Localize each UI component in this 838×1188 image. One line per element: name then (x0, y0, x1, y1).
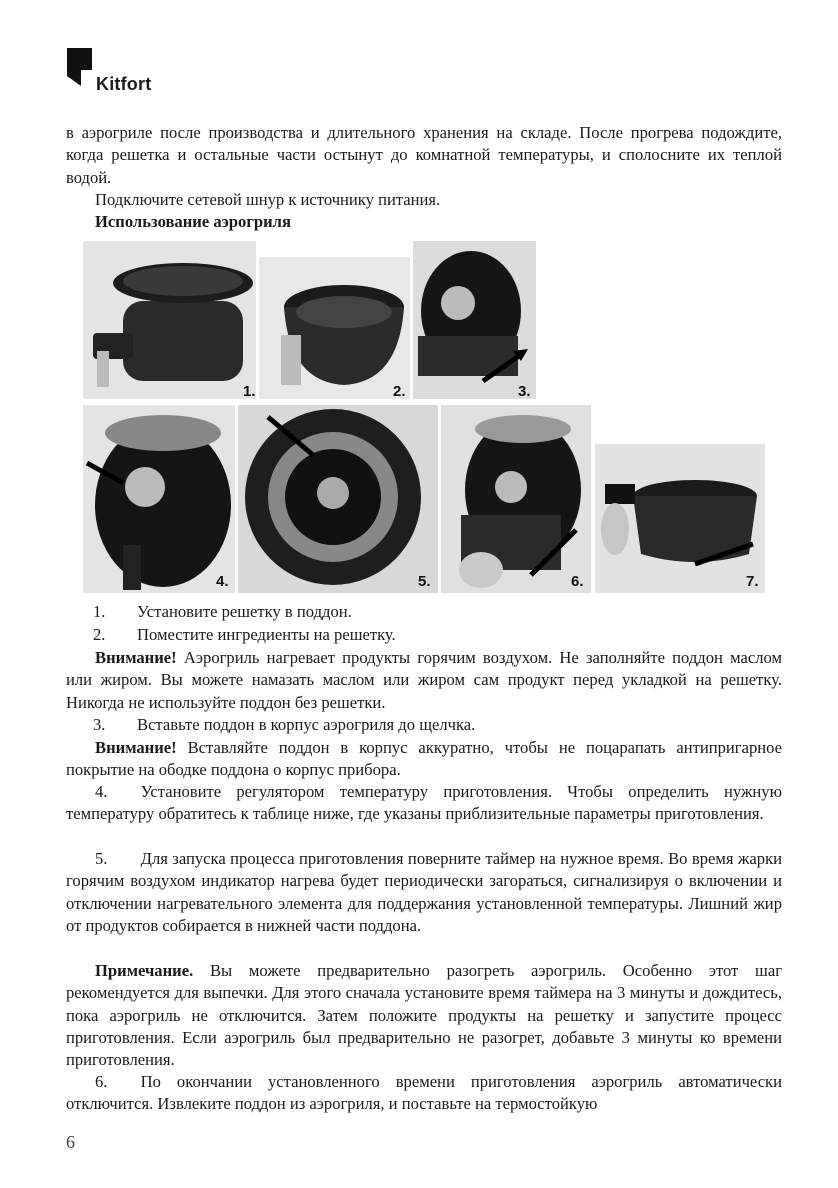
step-3-number: 3. (93, 715, 106, 734)
figure-7-photo (595, 444, 765, 593)
kitfort-logo (66, 46, 176, 94)
warning-2-label: Внимание! (95, 738, 177, 757)
shake-basket-icon (595, 444, 765, 593)
page-number: 6 (66, 1132, 75, 1152)
connect-paragraph: Подключите сетевой шнур к источнику питания. (95, 190, 441, 209)
airfryer-insert-basket-icon (413, 241, 536, 399)
figure-2-photo (259, 257, 410, 399)
warning-1-text: Аэрогриль нагревает продукты горячим воздухом. Не заполняйте поддон маслом или жиром. Вы можете намазать маслом или жиром сам продукт перед укладкой на решетку. Никогда не используйте поддон без решетки. (66, 648, 782, 712)
step-3-text: Вставьте поддон в корпус аэрогриля до щелчка. (137, 715, 476, 734)
figure-4-photo (83, 405, 235, 593)
figure-1-photo (83, 241, 256, 399)
figure-3-photo (413, 241, 536, 399)
remove-basket-icon (441, 405, 591, 593)
step-2 (93, 624, 396, 646)
temperature-knob-icon (83, 405, 235, 593)
figure-3-label: 3. (518, 383, 531, 400)
kitfort-logo-mark-icon (66, 46, 96, 90)
warning-2 (66, 737, 782, 782)
step-2-text: Поместите ингредиенты на решетку. (137, 625, 396, 644)
note-text: Вы можете предварительно разогреть аэрогриль. Особенно этот шаг рекомендуется для выпечки. Для этого сначала установите время таймера на 3 минуты и дождитесь, пока аэрогриль не отключится. Затем положите продукты на решетку и запустите процесс приготовления. Если аэрогриль был предварительно не разогрет, добавьте 3 минуты ко времени приготовления. (66, 961, 782, 1070)
step-1-number: 1. (93, 602, 106, 621)
airfryer-basket-rack-icon (83, 241, 256, 399)
figure-7-label: 7. (746, 573, 759, 590)
step-3 (93, 714, 475, 736)
note-label: Примечание. (95, 961, 194, 980)
figure-2-label: 2. (393, 383, 406, 400)
step-1-text: Установите решетку в поддон. (137, 602, 352, 621)
step-1 (93, 601, 352, 623)
step-6: 6. По окончании установленного времени приготовления аэрогриль автоматически отключится. Извлеките поддон из аэрогриля, и поставьте на термостойкую (66, 1072, 782, 1114)
timer-knob-top-icon (238, 405, 438, 593)
intro-paragraph: в аэрогриле после производства и длительного хранения на складе. После прогрева подождите, когда решетка и остальные части остынут до комнатной температуры, и сполосните их теплой водой. (66, 123, 782, 187)
brand-name: Kitfort (96, 74, 152, 94)
figure-5-label: 5. (418, 573, 431, 590)
step-5: 5. Для запуска процесса приготовления поверните таймер на нужное время. Во время жарки горячим воздухом индикатор нагрева будет периодически загораться, сигнализируя о включении и отключении нагревательного элемента для поддержания установленной температуры. Лишний жир от продуктов собирается в нижней части поддона. (66, 849, 782, 935)
section-heading: Использование аэрогриля (95, 212, 291, 231)
figure-5-photo (238, 405, 438, 593)
figure-4-label: 4. (216, 573, 229, 590)
warning-1-label: Внимание! (95, 648, 177, 667)
figure-6-photo (441, 405, 591, 593)
figure-1-label: 1. (243, 383, 256, 400)
airfryer-basket-icon (259, 257, 410, 399)
figure-6-label: 6. (571, 573, 584, 590)
warning-2-text: Вставляйте поддон в корпус аккуратно, чтобы не поцарапать антипригарное покрытие на ободке поддона о корпус прибора. (66, 738, 782, 780)
warning-1 (66, 647, 782, 714)
step-4: 4. Установите регулятором температуру приготовления. Чтобы определить нужную температуру обратитесь к таблице ниже, где указаны приблизительные параметры приготовления. (66, 782, 782, 824)
note (66, 960, 782, 1071)
step-2-number: 2. (93, 625, 106, 644)
